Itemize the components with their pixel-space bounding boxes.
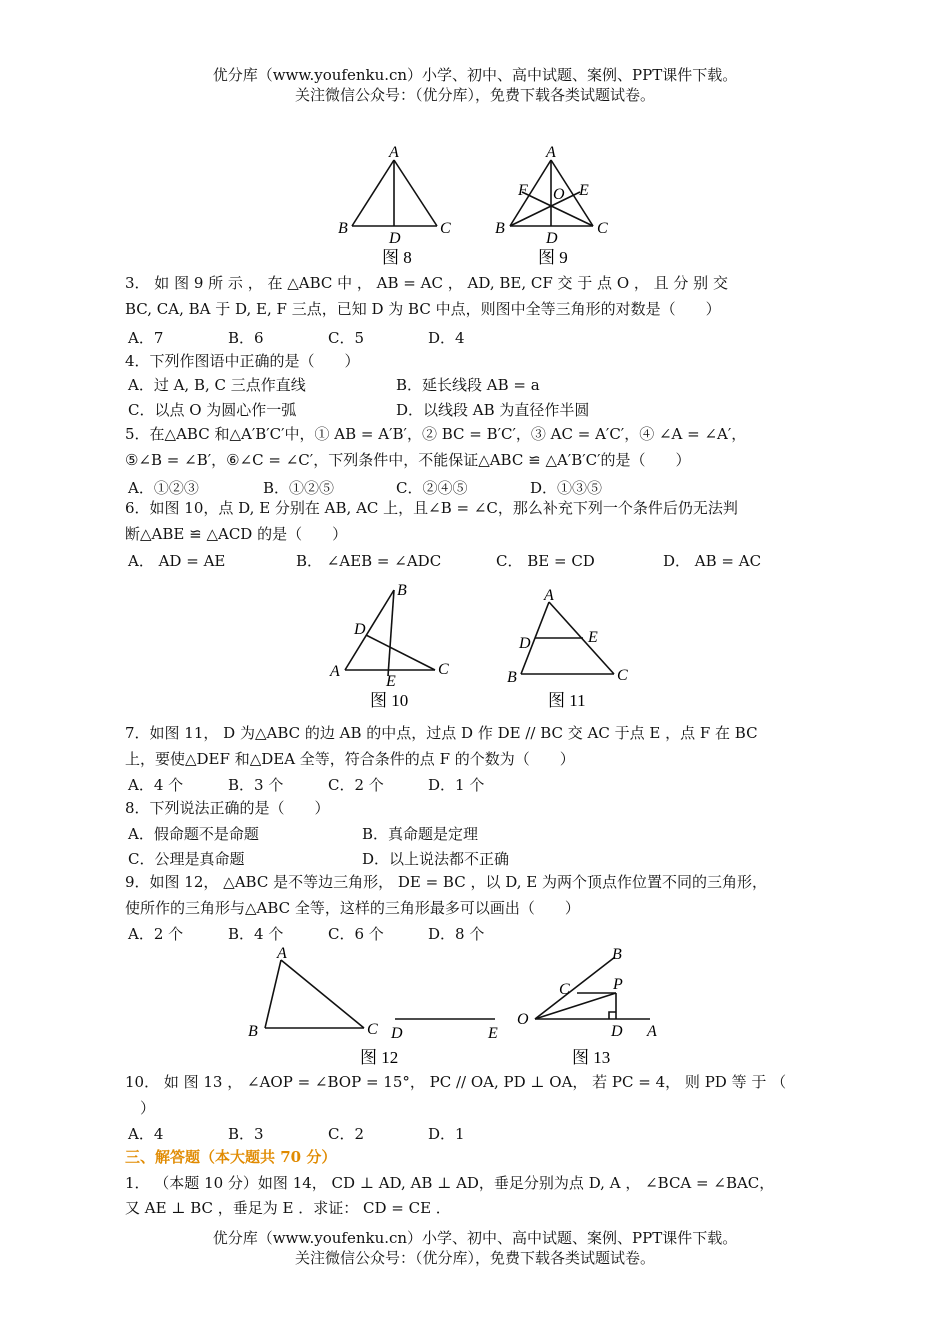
q6-line-1: 6．如图 10，点 D, E 分别在 AB, AC 上，且∠B = ∠C，那么补充下列一个条件后仍无法判 [125,499,738,517]
fig13-label-o: O [517,1011,529,1028]
q5-line-2: ⑤∠B = ∠B′，⑥∠C = ∠C′，下列条件中，不能保证△ABC ≌ △A′B′C′的是（ ） [125,451,691,469]
fig9-label-d: D [546,230,558,247]
q8-stem: 8．下列说法正确的是（ ） [125,799,330,817]
fig10-caption: 图 10 [370,691,409,710]
fig13-label-a: A [647,1023,657,1040]
q5-option-c: C．②④⑤ [396,479,468,497]
q3-line-2: BC, CA, BA 于 D, E, F 三点，已知 D 为 BC 中点，则图中全等三角形的对数是（ ） [125,300,721,318]
fig12-label-d: D [391,1025,403,1042]
fig9-label-a: A [546,144,556,161]
fig9-caption: 图 9 [538,248,568,267]
fig9-label-c: C [597,220,608,237]
q6-option-c: C． BE = CD [496,552,595,570]
q7-option-d: D．1 个 [428,776,485,794]
fig11-label-d: D [519,635,531,652]
q7-option-a: A．4 个 [128,776,184,794]
figure-9 [490,145,620,270]
fig10-label-d: D [354,621,366,638]
q10-option-a: A．4 [128,1125,164,1143]
q6-option-d: D． AB = AC [663,552,762,570]
fig11-label-b: B [507,669,517,686]
figure-13 [510,942,670,1072]
figure-12 [240,942,510,1072]
fig11-caption: 图 11 [548,691,586,710]
q10-option-c: C．2 [328,1125,365,1143]
q10-option-b: B．3 [228,1125,264,1143]
fig9-label-f: F [518,182,528,199]
q3-option-c: C．5 [328,329,365,347]
fig11-label-c: C [617,667,628,684]
q9-option-b: B．4 个 [228,925,284,943]
q9-line-1: 9．如图 12， △ABC 是不等边三角形， DE = BC ，以 D, E 为两个顶点作位置不同的三角形， [125,873,767,891]
q7-line-1: 7．如图 11， D 为△ABC 的边 AB 的中点，过点 D 作 DE // BC 交 AC 于点 E ，点 F 在 BC [125,724,758,742]
fig12-label-b: B [248,1023,258,1040]
fig11-label-a: A [544,587,554,604]
fig12-label-c: C [367,1021,378,1038]
q9-option-c: C．6 个 [328,925,384,943]
header-line-2: 关注微信公众号：（优分库），免费下载各类试题试卷。 [294,86,655,104]
fig8-label-d: D [389,230,401,247]
fig13-label-d: D [611,1023,623,1040]
q4-option-c: C．以点 O 为圆心作一弧 [128,401,297,419]
footer-line-2: 关注微信公众号：（优分库），免费下载各类试题试卷。 [294,1249,655,1267]
q5-option-d: D．①③⑤ [530,479,603,497]
fig13-label-c: C [559,981,570,998]
fig10-label-a: A [330,663,340,680]
fig8-label-a: A [389,144,399,161]
q8-option-b: B．真命题是定理 [362,825,479,843]
fig11-label-e: E [588,629,598,646]
q6-line-2: 断△ABE ≌ △ACD 的是（ ） [125,525,348,543]
q8-option-a: A．假命题不是命题 [128,825,259,843]
q4-option-a: A．过 A, B, C 三点作直线 [128,376,306,394]
s1-line-1: 1． （本题 10 分）如图 14， CD ⊥ AD, AB ⊥ AD，垂足分别为点 D, A ， ∠BCA = ∠BAC， [125,1174,775,1192]
q7-line-2: 上，要使△DEF 和△DEA 全等，符合条件的点 F 的个数为（ ） [125,750,575,768]
q9-option-d: D．8 个 [428,925,485,943]
fig10-label-e: E [386,673,396,690]
q4-option-d: D．以线段 AB 为直径作半圆 [396,401,590,419]
figure-11 [500,580,640,715]
figure-10 [320,580,460,715]
q10-option-d: D．1 [428,1125,465,1143]
q3-option-b: B．6 [228,329,264,347]
fig10-label-c: C [438,661,449,678]
footer-line-1: 优分库（www.youfenku.cn）小学、初中、高中试题、案例、PPT课件下载。 [212,1229,738,1247]
q4-option-b: B．延长线段 AB = a [396,376,540,394]
fig12-label-e: E [488,1025,498,1042]
figure-8 [330,145,460,270]
fig13-label-b: B [612,946,622,963]
fig13-caption: 图 13 [572,1048,611,1067]
section-3-title: 三、解答题（本大题共 70 分） [125,1148,337,1166]
q10-line-1: 10． 如 图 13 ， ∠AOP = ∠BOP = 15°， PC // OA, PD ⊥ OA， 若 PC = 4， 则 PD 等 于 （ [125,1073,787,1091]
fig13-label-p: P [613,976,623,993]
fig8-caption: 图 8 [382,248,412,267]
q7-option-b: B．3 个 [228,776,284,794]
fig9-label-e: E [579,182,589,199]
q8-option-d: D．以上说法都不正确 [362,850,510,868]
q6-option-b: B． ∠AEB = ∠ADC [296,552,442,570]
s1-line-2: 又 AE ⊥ BC ，垂足为 E ．求证： CD = CE ． [125,1199,451,1217]
fig9-label-o: O [553,186,565,203]
q3-line-1: 3． 如 图 9 所 示 ， 在 △ABC 中 ， AB = AC ， AD, BE, CF 交 于 点 O ， 且 分 别 交 [125,274,728,292]
fig8-label-b: B [338,220,348,237]
fig8-label-c: C [440,220,451,237]
header-line-1: 优分库（www.youfenku.cn）小学、初中、高中试题、案例、PPT课件下载。 [212,66,738,84]
q3-option-a: A．7 [128,329,164,347]
q3-option-d: D．4 [428,329,465,347]
q8-option-c: C．公理是真命题 [128,850,245,868]
fig10-label-b: B [397,582,407,599]
q5-option-b: B．①②⑤ [263,479,335,497]
q4-stem: 4．下列作图语中正确的是（ ） [125,352,360,370]
q5-option-a: A．①②③ [128,479,199,497]
q7-option-c: C．2 个 [328,776,384,794]
fig9-label-b: B [495,220,505,237]
fig12-label-a: A [277,945,287,962]
q5-line-1: 5．在△ABC 和△A′B′C′中，① AB = A′B′，② BC = B′C′，③ AC = A′C′，④ ∠A = ∠A′， [125,425,747,443]
q9-option-a: A．2 个 [128,925,184,943]
q6-option-a: A． AD = AE [128,552,226,570]
q10-line-2: ） [140,1099,156,1117]
fig12-caption: 图 12 [360,1048,399,1067]
q9-line-2: 使所作的三角形与△ABC 全等，这样的三角形最多可以画出（ ） [125,899,580,917]
